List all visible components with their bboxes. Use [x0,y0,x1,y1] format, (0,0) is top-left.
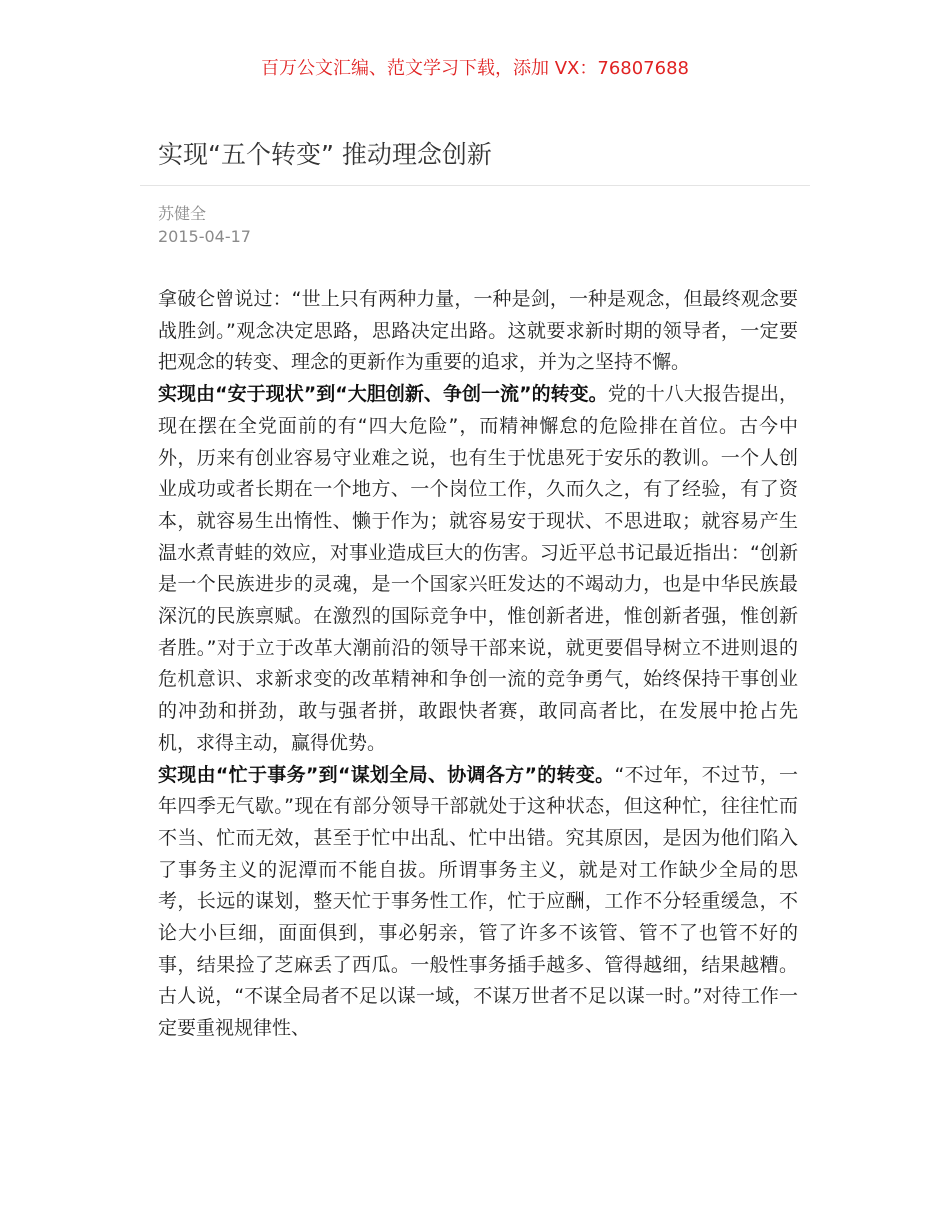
article-author: 苏健全 [158,204,207,223]
paragraph [158,284,798,379]
paragraph [158,379,798,759]
article-body [158,284,798,1045]
paragraph [158,760,798,1045]
title-divider [140,185,810,186]
paragraph-heading: 实现由“忙于事务”到“谋划全局、协调各方”的转变。 [158,763,615,786]
article-date: 2015-04-17 [158,227,251,246]
paragraph-text: 党的十八大报告提出，现在摆在全党面前的有“四大危险”，而精神懈怠的危险排在首位。古今中外，历来有创业容易守业难之说，也有生于忧患死于安乐的教训。一个人创业成功或者长期在一个地方、一个岗位工作，久而久之，有了经验，有了资本，就容易生出惰性、懒于作为；就容易安于现状、不思进取；就容易产生温水煮青蛙的效应，对事业造成巨大的伤害。习近平总书记最近指出：“创新是一个民族进步的灵魂，是一个国家兴旺发达的不竭动力，也是中华民族最深沉的民族禀赋。在激烈的国际竞争中，惟创新者进，惟创新者强，惟创新者胜。”对于立于改革大潮前沿的领导干部来说，就更要倡导树立不进则退的危机意识、求新求变的改革精神和争创一流的竞争勇气，始终保持干事创业的冲劲和拼劲，敢与强者拼，敢跟快者赛，敢同高者比，在发展中抢占先机，求得主动，赢得优势。 [158,383,798,754]
paragraph-text: “不过年，不过节，一年四季无气歇。”现在有部分领导干部就处于这种状态，但这种忙，往往忙而不当、忙而无效，甚至于忙中出乱、忙中出错。究其原因，是因为他们陷入了事务主义的泥潭而不能自拔。所谓事务主义，就是对工作缺少全局的思考，长远的谋划，整天忙于事务性工作，忙于应酬，工作不分轻重缓急，不论大小巨细，面面俱到，事必躬亲，管了许多不该管、管不了也管不好的事，结果捡了芝麻丢了西瓜。一般性事务插手越多、管得越细，结果越糟。古人说，“不谋全局者不足以谋一域，不谋万世者不足以谋一时。”对待工作一定要重视规律性、 [158,763,798,1040]
promo-banner: 百万公文汇编、范文学习下载，添加 VX：76807688 [261,58,689,79]
article-title: 实现“五个转变” 推动理念创新 [158,140,492,169]
paragraph-heading: 实现由“安于现状”到“大胆创新、争创一流”的转变。 [158,383,608,406]
paragraph-text: 拿破仑曾说过：“世上只有两种力量，一种是剑，一种是观念，但最终观念要战胜剑。”观念决定思路，思路决定出路。这就要求新时期的领导者，一定要把观念的转变、理念的更新作为重要的追求，并为之坚持不懈。 [158,288,798,374]
